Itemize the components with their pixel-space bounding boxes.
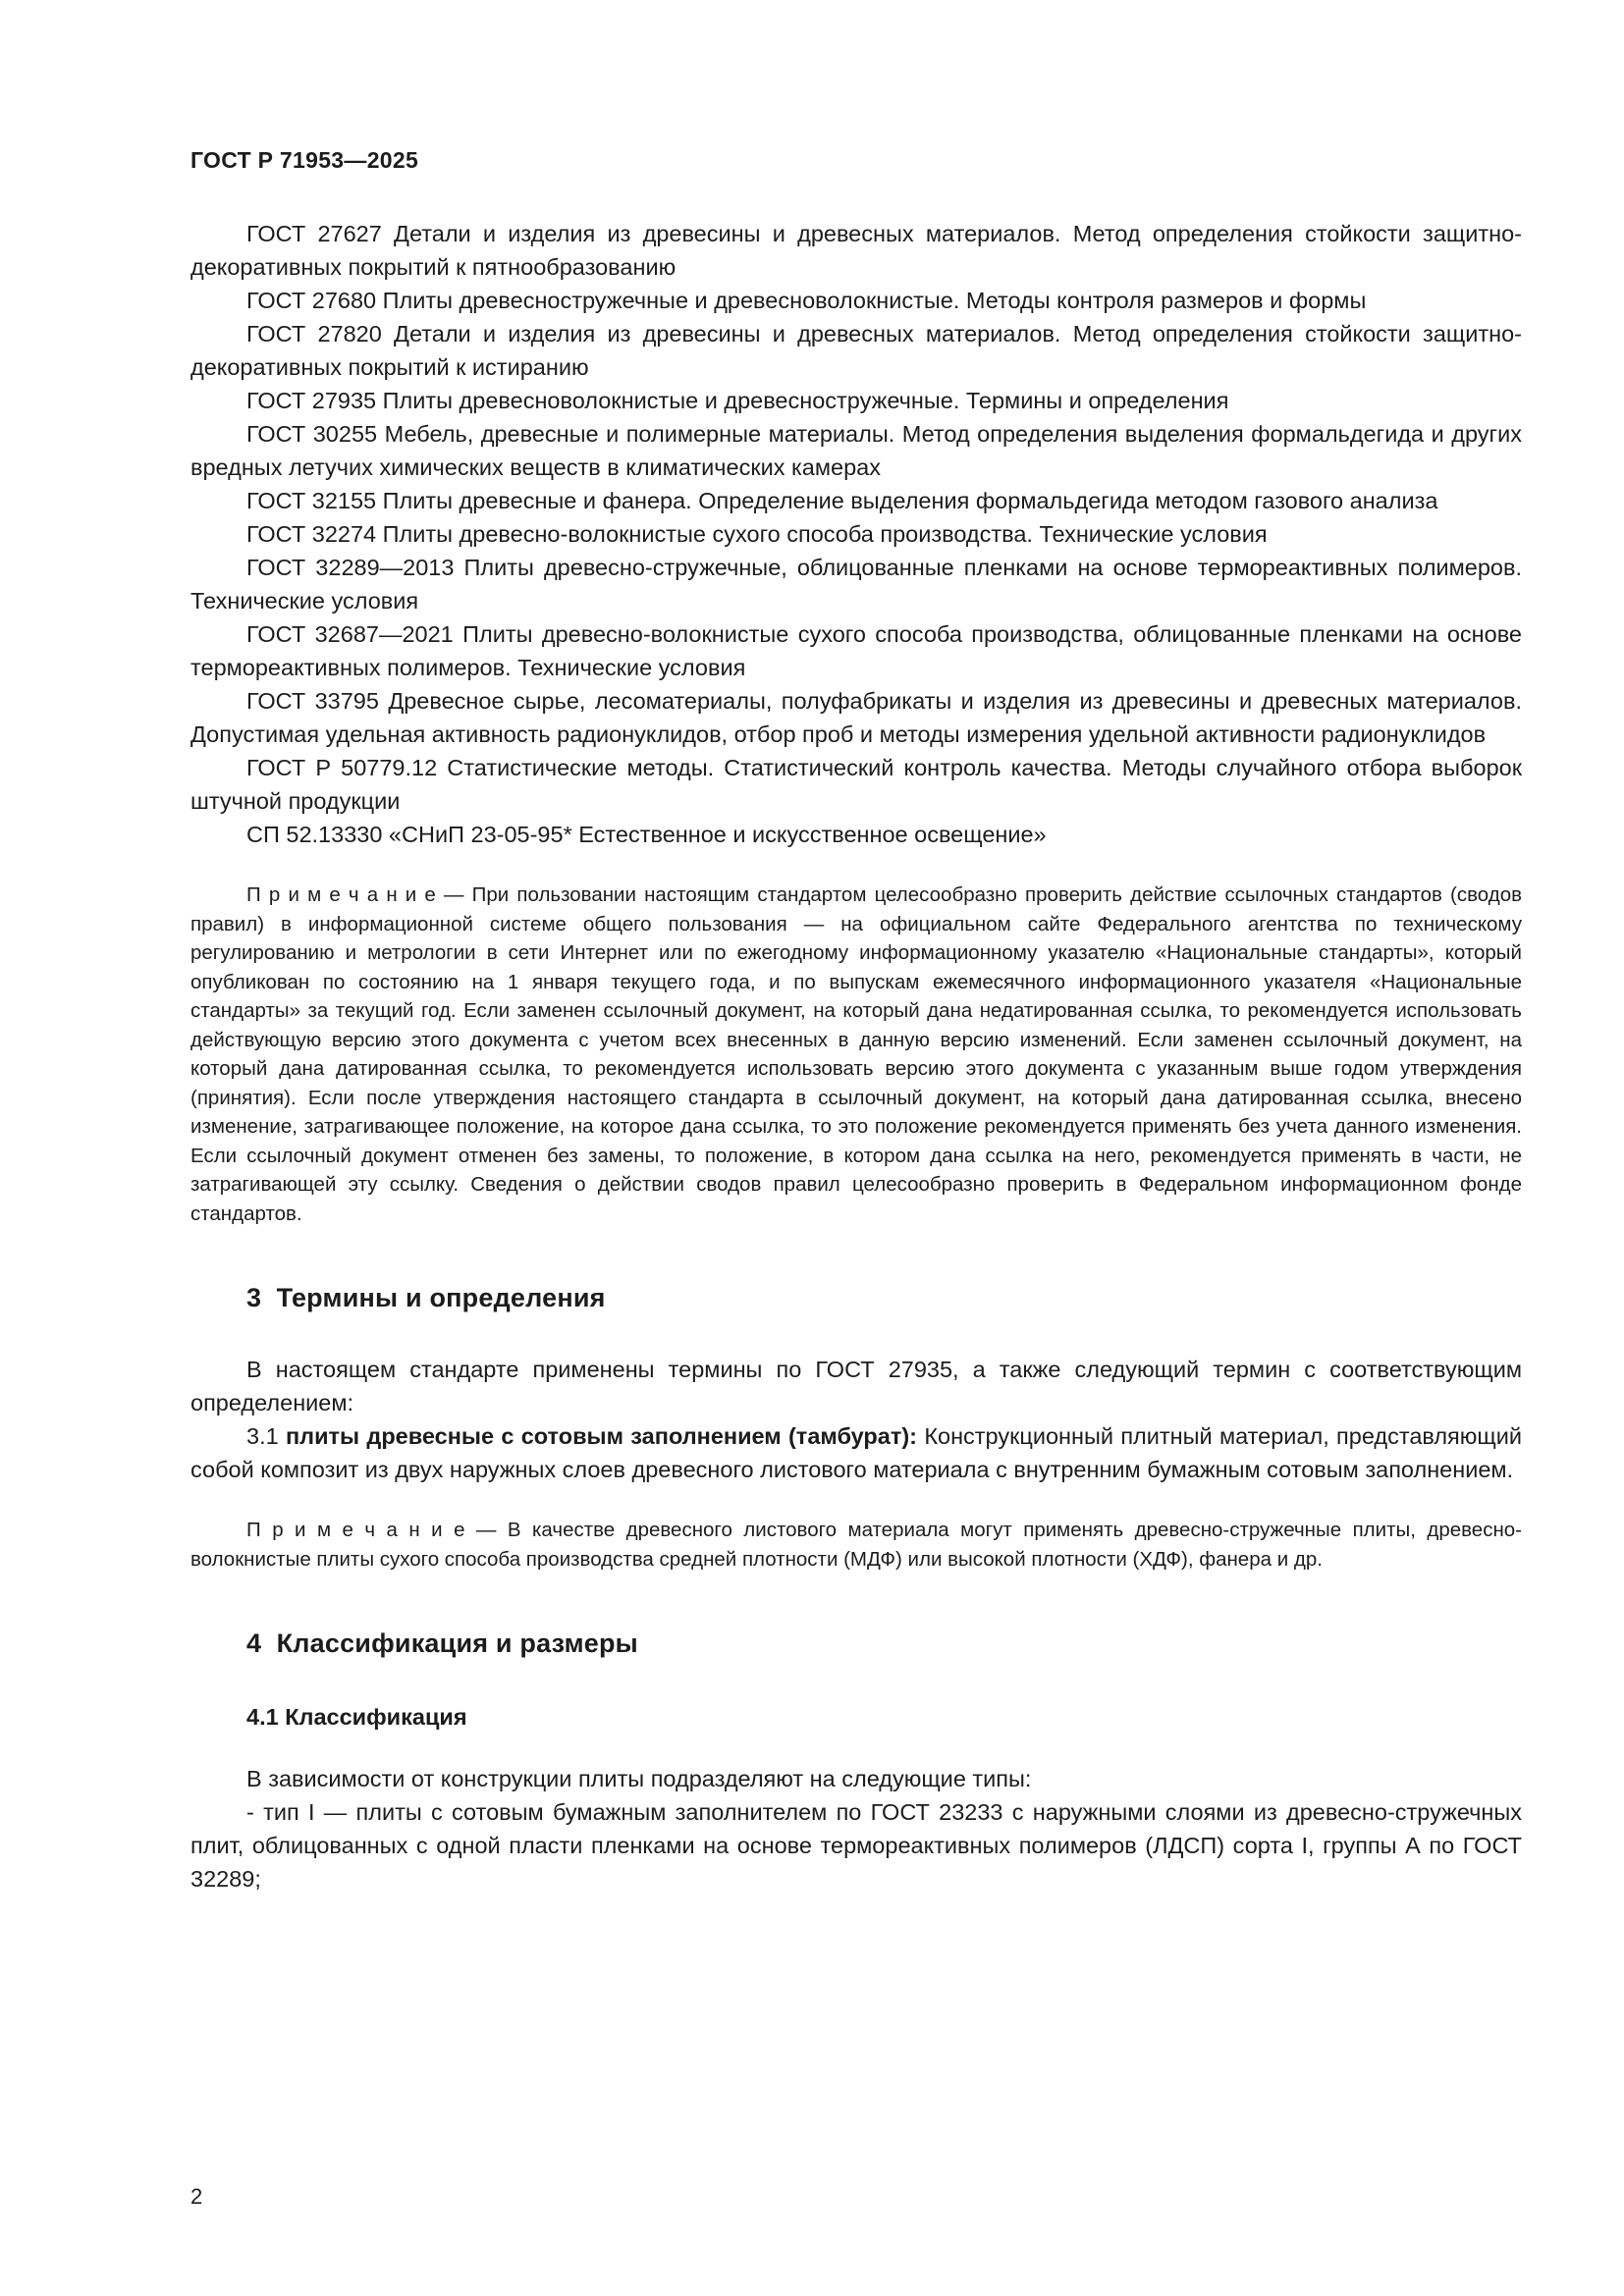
reference-item: ГОСТ Р 50779.12 Статистические методы. Статистический контроль качества. Методы случайного отбора выборок штучной продукции xyxy=(190,755,1522,814)
classification-intro-paragraph: В зависимости от конструкции плиты подразделяют на следующие типы: xyxy=(246,1766,1032,1791)
page-content xyxy=(190,147,1522,1896)
references-list xyxy=(190,217,1522,851)
reference-item: ГОСТ 27820 Детали и изделия из древесины и древесных материалов. Метод определения стойкости защитно-декоративных покрытий к истиранию xyxy=(190,321,1522,380)
reference-item: ГОСТ 33795 Древесное сырье, лесоматериалы, полуфабрикаты и изделия из древесины и древесных материалов. Допустимая удельная активность радионуклидов, отбор проб и методы измерения удельной активности радионуклидов xyxy=(190,688,1522,747)
section-4-heading: 4 Классификация и размеры xyxy=(246,1629,638,1658)
reference-item: ГОСТ 27627 Детали и изделия из древесины и древесных материалов. Метод определения стойкости защитно-декоративных покрытий к пятнообразованию xyxy=(190,221,1522,280)
reference-item: ГОСТ 32155 Плиты древесные и фанера. Определение выделения формальдегида методом газового анализа xyxy=(246,488,1438,513)
term-definition-paragraph xyxy=(190,1419,1522,1486)
subsection-4-1-heading: 4.1 Классификация xyxy=(246,1704,467,1730)
terms-intro-paragraph: В настоящем стандарте применены термины по ГОСТ 27935, а также следующий термин с соответствующим определением: xyxy=(190,1357,1522,1415)
page-number: 2 xyxy=(190,2184,203,2209)
reference-item: ГОСТ 27935 Плиты древесноволокнистые и древесностружечные. Термины и определения xyxy=(246,388,1229,413)
reference-item: ГОСТ 30255 Мебель, древесные и полимерные материалы. Метод определения выделения формальдегида и других вредных летучих химических веществ в климатических камерах xyxy=(190,421,1522,480)
term-number: 3.1 xyxy=(246,1423,286,1449)
reference-item: СП 52.13330 «СНиП 23-05-95* Естественное и искусственное освещение» xyxy=(246,822,1047,847)
reference-item: ГОСТ 27680 Плиты древесностружечные и древесноволокнистые. Методы контроля размеров и формы xyxy=(246,288,1367,313)
doc-id-header: ГОСТ Р 71953—2025 xyxy=(190,147,419,173)
term-note: П р и м е ч а н и е — В качестве древесного листового материала могут применять древесно-стружечные плиты, древесно-волокнистые плиты сухого способа производства средней плотности (МДФ) или высокой плотности (ХДФ), фанера и др. xyxy=(190,1519,1522,1571)
term-name: плиты древесные с сотовым заполнением (тамбурат): xyxy=(285,1423,925,1449)
classification-type1-paragraph: - тип I — плиты с сотовым бумажным заполнителем по ГОСТ 23233 с наружными слоями из древесно-стружечных плит, облицованных с одной пласти пленками на основе термореактивных полимеров (ЛДСП) сорта I, группы А по ГОСТ 32289; xyxy=(190,1799,1522,1892)
reference-item: ГОСТ 32687—2021 Плиты древесно-волокнистые сухого способа производства, облицованные пленками на основе термореактивных полимеров. Технические условия xyxy=(190,621,1522,680)
section-3-heading: 3 Термины и определения xyxy=(246,1283,606,1312)
reference-item: ГОСТ 32289—2013 Плиты древесно-стружечные, облицованные пленками на основе термореактивных полимеров. Технические условия xyxy=(190,555,1522,614)
references-note: П р и м е ч а н и е — При пользовании настоящим стандартом целесообразно проверить действие ссылочных стандартов (сводов правил) в информационной системе общего пользования — на официальном сайте Федерального агентства по техническому регулированию и метрологии в сети Интернет или по ежегодному информационному указателю «Национальные стандарты», который опубликован по состоянию на 1 января текущего года, и по выпускам ежемесячного информационного указателя «Национальные стандарты» за текущий год. Если заменен ссылочный документ, на который дана недатированная ссылка, то рекомендуется использовать действующую версию этого документа с учетом всех внесенных в данную версию изменений. Если заменен ссылочный документ, на который дана датированная ссылка, то рекомендуется использовать версию этого документа с указанным выше годом утверждения (принятия). Если после утверждения настоящего стандарта в ссылочный документ, на который дана датированная ссылка, внесено изменение, затрагивающее положение, на которое дана ссылка, то это положение рекомендуется применять без учета данного изменения. Если ссылочный документ отменен без замены, то положение, в котором дана ссылка на него, рекомендуется применять в части, не затрагивающей эту ссылку. Сведения о действии сводов правил целесообразно проверить в Федеральном информационном фонде стандартов. xyxy=(190,883,1522,1225)
reference-item: ГОСТ 32274 Плиты древесно-волокнистые сухого способа производства. Технические условия xyxy=(246,521,1268,547)
term-definition-text: Конструкционный плитный материал, представляющий собой композит из двух наружных слоев древесного листового материала с внутренним бумажным сотовым заполнением. xyxy=(190,1423,1523,1482)
